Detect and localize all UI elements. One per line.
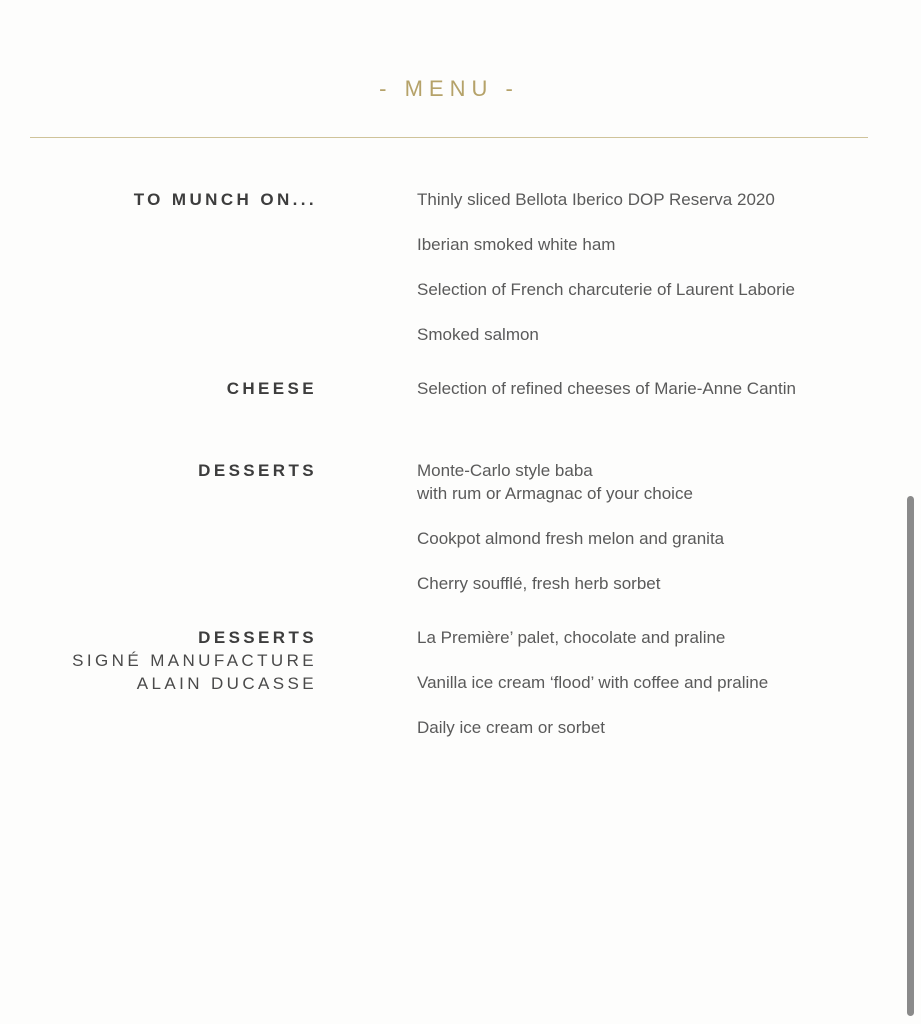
- menu-item-line: Monte-Carlo style baba: [417, 461, 593, 480]
- menu-item: Daily ice cream or sorbet: [417, 718, 606, 737]
- section-label-desserts: DESSERTS: [198, 461, 317, 480]
- menu-item: Vanilla ice cream ‘flood’ with coffee and praline: [417, 673, 769, 692]
- menu-item: Cookpot almond fresh melon and granita: [417, 529, 725, 548]
- menu-item: La Première’ palet, chocolate and praline: [417, 628, 726, 647]
- desserts-items: [417, 459, 724, 617]
- cheese-items: [417, 377, 796, 422]
- section-label-manufacture: DESSERTS SIGNÉ MANUFACTURE ALAIN DUCASSE: [72, 628, 317, 693]
- menu-item: Cherry soufflé, fresh herb sorbet: [417, 574, 661, 593]
- menu-item-line: with rum or Armagnac of your choice: [417, 484, 693, 503]
- menu-item: [417, 459, 724, 505]
- page-title: - MENU -: [379, 76, 519, 101]
- vertical-scrollbar[interactable]: [907, 496, 914, 1016]
- menu-item: Iberian smoked white ham: [417, 235, 616, 254]
- menu-item: Smoked salmon: [417, 325, 539, 344]
- menu-item: Selection of refined cheeses of Marie-Anne Cantin: [417, 379, 796, 398]
- section-label-munch: TO MUNCH ON...: [133, 190, 317, 209]
- menu-item: Selection of French charcuterie of Laurent Laborie: [417, 280, 796, 299]
- section-label-cheese: CHEESE: [226, 379, 317, 398]
- manufacture-items: [417, 626, 768, 761]
- title-divider: [30, 137, 868, 138]
- munch-items: [417, 188, 795, 368]
- menu-item: Thinly sliced Bellota Iberico DOP Reserva 2020: [417, 190, 775, 209]
